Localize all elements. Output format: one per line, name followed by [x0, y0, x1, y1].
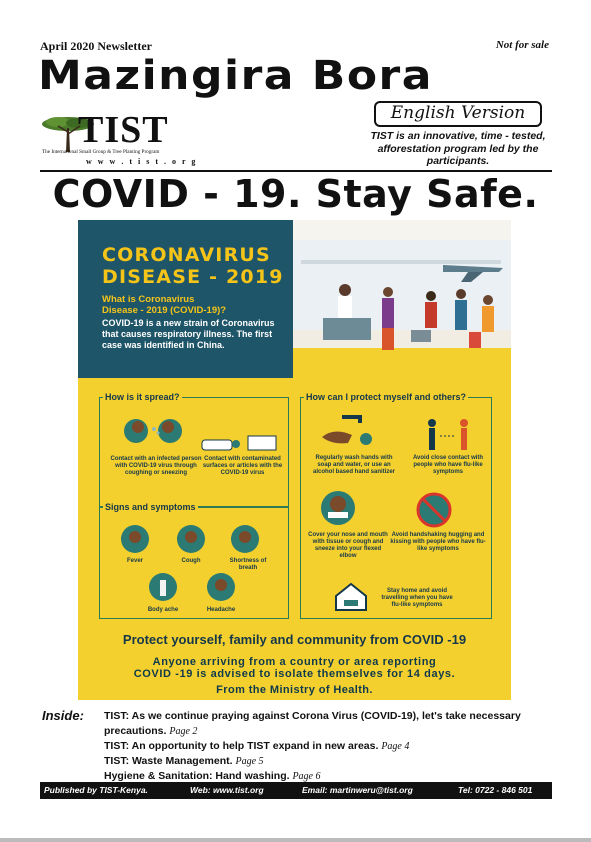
protect-hug-caption: Avoid handshaking hugging and kissing with people who have flu-like symptoms [390, 532, 486, 552]
ministry-credit: From the Ministry of Health. [216, 684, 373, 696]
inside-label: Inside: [42, 708, 84, 723]
fever-icon [120, 524, 150, 554]
poster-title [102, 244, 284, 288]
footer-bar [40, 782, 552, 799]
logo-url: w w w . t i s t . o r g [86, 157, 198, 166]
website-text: Web: www.tist.org [190, 785, 264, 795]
headache-icon [206, 572, 236, 602]
no-hugging-icon [412, 492, 456, 528]
protect-title: How can I protect myself and others? [306, 392, 467, 402]
hand-washing-icon [318, 415, 378, 451]
list-item [104, 754, 554, 769]
symptoms-title: Signs and symptoms [105, 502, 196, 512]
spread-title: How is it spread? [105, 392, 180, 402]
body-ache-icon [148, 572, 178, 602]
protect-avoid-caption: Avoid close contact with people who have flu-like symptoms [412, 455, 484, 475]
item-page: Page 6 [292, 771, 321, 782]
contaminated-surface-icon [200, 430, 280, 454]
item-text: TIST: Waste Management. [104, 755, 233, 767]
poster-title-line2: DISEASE - 2019 [102, 266, 284, 288]
spread-caption-surface: Contact with contaminated surfaces or articles with the COVID-19 virus [202, 456, 283, 476]
protect-stay-caption: Stay home and avoid travelling when you have flu-like symptoms [381, 588, 453, 608]
list-item [104, 709, 554, 739]
item-page: Page 5 [235, 756, 264, 767]
covid-infographic [78, 220, 511, 700]
program-tagline: TIST is an innovative, time - tested, afforestation program led by the participants. [370, 130, 546, 167]
main-headline: COVID - 19. Stay Safe. [52, 172, 539, 216]
cover-cough-icon [318, 490, 358, 528]
item-text: TIST: An opportunity to help TIST expand in new areas. [104, 740, 379, 752]
isolation-advice [78, 656, 511, 680]
item-text: TIST: As we continue praying against Corona Virus (COVID-19), let's take necessary precautions. [104, 710, 521, 737]
tist-logo: TIST [78, 109, 169, 151]
symptom-cough-label: Cough [181, 558, 201, 564]
symptom-breath-label: Shortness of breath [229, 558, 267, 571]
version-badge [374, 101, 542, 127]
not-for-sale-note: Not for sale [495, 39, 549, 51]
item-page: Page 4 [381, 741, 410, 752]
publisher-text: Published by TIST-Kenya. [44, 785, 148, 795]
item-page: Page 2 [169, 726, 198, 737]
airport-scene-illustration [293, 220, 511, 378]
social-distance-icon [424, 418, 474, 452]
poster-title-line1: CORONAVIRUS [102, 244, 271, 266]
isolation-advice-line2: COVID -19 is advised to isolate themselves for 14 days. [133, 668, 456, 680]
version-label: English Version [376, 103, 540, 125]
newsletter-date: April 2020 Newsletter [40, 39, 152, 53]
masthead-title: Mazingira Bora [38, 52, 433, 99]
poster-answer: COVID-19 is a new strain of Coronavirus that causes respiratory illness. The first case was identified in China. [102, 318, 275, 350]
protect-wash-caption: Regularly wash hands with soap and water, or use an alcohol based hand sanitizer [312, 455, 396, 475]
symptom-headache-label: Headache [206, 607, 236, 613]
symptom-body-label: Body ache [147, 607, 179, 613]
cough-icon [176, 524, 206, 554]
symptom-fever-label: Fever [126, 558, 143, 564]
spread-caption-person: Contact with an infected person with COVID-19 virus through coughing or sneezing [110, 456, 202, 476]
poster-question-line1: What is Coronavirus [102, 294, 195, 305]
isolation-advice-line1: Anyone arriving from a country or area reporting [152, 656, 437, 668]
inside-contents-list [104, 709, 554, 784]
poster-question-line2: Disease - 2019 (COVID-19)? [102, 305, 227, 316]
coughing-people-icon [118, 415, 192, 455]
shortness-of-breath-icon [230, 524, 260, 554]
phone-text: Tel: 0722 - 846 501 [458, 785, 533, 795]
item-text: Hygiene & Sanitation: Hand washing. [104, 770, 290, 782]
protect-message: Protect yourself, family and community from COVID -19 [122, 632, 467, 647]
page-bottom-rule [0, 838, 591, 842]
list-item [104, 739, 554, 754]
protect-cover-caption: Cover your nose and mouth with tissue or cough and sneeze into your flexed elbow [308, 532, 388, 559]
logo-subtitle: The International Small Group & Tree Planting Program [42, 149, 160, 155]
stay-home-icon [334, 582, 368, 612]
poster-question [102, 294, 226, 316]
email-text: Email: martinweru@tist.org [302, 785, 413, 795]
